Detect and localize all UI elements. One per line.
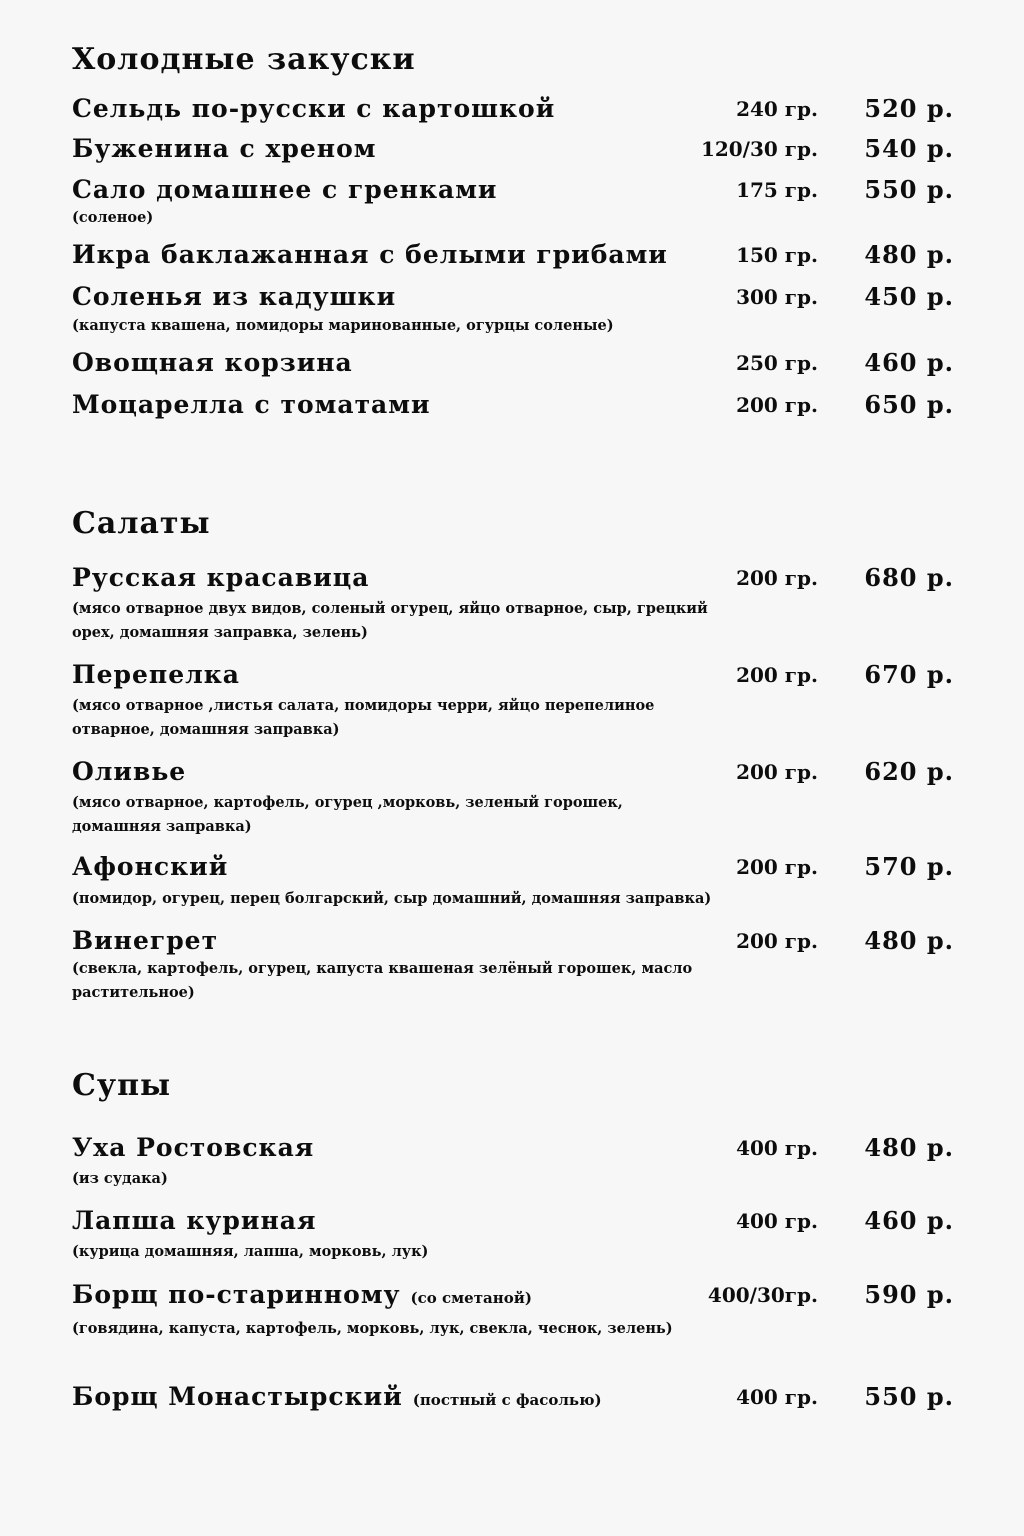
item-description: (мясо отварное, картофель, огурец ,морковь, зеленый горошек, домашняя заправка) xyxy=(72,794,623,835)
item-name xyxy=(72,1382,602,1415)
item-name: Моцарелла с томатами xyxy=(72,390,431,419)
item-price: 480 р. xyxy=(864,240,954,269)
item-description: (помидор, огурец, перец болгарский, сыр домашний, домашняя заправка) xyxy=(72,890,712,907)
item-description: (свекла, картофель, огурец, капуста квашеная зелёный горошек, масло растительное) xyxy=(72,960,693,1001)
item-description: (из судака) xyxy=(72,1170,168,1187)
item-name: Уха Ростовская xyxy=(72,1133,315,1162)
item-name: Овощная корзина xyxy=(72,348,353,377)
item-price: 680 р. xyxy=(864,563,954,592)
item-name: Соленья из кадушки xyxy=(72,282,397,311)
item-price: 550 р. xyxy=(864,1382,954,1411)
item-price: 460 р. xyxy=(864,1206,954,1235)
section-title: Супы xyxy=(72,1068,172,1103)
item-weight: 200 гр. xyxy=(736,663,818,687)
item-weight: 200 гр. xyxy=(736,855,818,879)
item-name-text: Борщ по-старинному xyxy=(72,1280,401,1309)
item-name xyxy=(72,1280,532,1313)
item-price: 620 р. xyxy=(864,757,954,786)
item-weight: 250 гр. xyxy=(736,351,818,375)
item-weight: 400 гр. xyxy=(736,1209,818,1233)
item-weight: 400 гр. xyxy=(736,1385,818,1409)
item-name: Лапша куриная xyxy=(72,1206,317,1235)
item-name: Икра баклажанная с белыми грибами xyxy=(72,240,668,269)
section-title: Салаты xyxy=(72,506,211,541)
item-name: Сало домашнее с гренками xyxy=(72,175,498,204)
item-price: 480 р. xyxy=(864,926,954,955)
item-description: (говядина, капуста, картофель, морковь, лук, свекла, чеснок, зелень) xyxy=(72,1320,673,1337)
item-weight: 200 гр. xyxy=(736,566,818,590)
section-title: Холодные закуски xyxy=(72,42,416,77)
item-price: 460 р. xyxy=(864,348,954,377)
item-description: (соленое) xyxy=(72,209,154,226)
item-weight: 150 гр. xyxy=(736,243,818,267)
item-price: 550 р. xyxy=(864,175,954,204)
item-name: Винегрет xyxy=(72,926,219,955)
item-name: Афонский xyxy=(72,852,229,881)
item-name-text: Борщ Монастырский xyxy=(72,1382,403,1411)
item-name: Буженина с хреном xyxy=(72,134,377,163)
item-name: Русская красавица xyxy=(72,563,370,592)
item-weight: 240 гр. xyxy=(736,97,818,121)
item-weight: 200 гр. xyxy=(736,929,818,953)
item-price: 670 р. xyxy=(864,660,954,689)
item-weight: 120/30 гр. xyxy=(700,137,818,161)
item-price: 650 р. xyxy=(864,390,954,419)
item-weight: 175 гр. xyxy=(736,178,818,202)
item-price: 480 р. xyxy=(864,1133,954,1162)
item-price: 590 р. xyxy=(864,1280,954,1309)
item-name: Сельдь по-русски с картошкой xyxy=(72,94,556,123)
item-price: 520 р. xyxy=(864,94,954,123)
item-inline-note: (постный с фасолью) xyxy=(412,1391,602,1409)
item-weight: 300 гр. xyxy=(736,285,818,309)
item-weight: 200 гр. xyxy=(736,393,818,417)
item-description: (мясо отварное ,листья салата, помидоры черри, яйцо перепелиное отварное, домашняя заправка) xyxy=(72,697,655,738)
item-name: Оливье xyxy=(72,757,187,786)
item-description: (курица домашняя, лапша, морковь, лук) xyxy=(72,1243,429,1260)
item-weight: 400/30гр. xyxy=(707,1283,818,1307)
item-price: 570 р. xyxy=(864,852,954,881)
item-weight: 400 гр. xyxy=(736,1136,818,1160)
item-name: Перепелка xyxy=(72,660,240,689)
item-price: 540 р. xyxy=(864,134,954,163)
item-inline-note: (со сметаной) xyxy=(410,1289,532,1307)
item-description: (капуста квашена, помидоры маринованные, огурцы соленые) xyxy=(72,317,614,334)
item-price: 450 р. xyxy=(864,282,954,311)
item-description: (мясо отварное двух видов, соленый огурец, яйцо отварное, сыр, грецкий орех, домашняя заправка, зелень) xyxy=(72,600,708,641)
item-weight: 200 гр. xyxy=(736,760,818,784)
